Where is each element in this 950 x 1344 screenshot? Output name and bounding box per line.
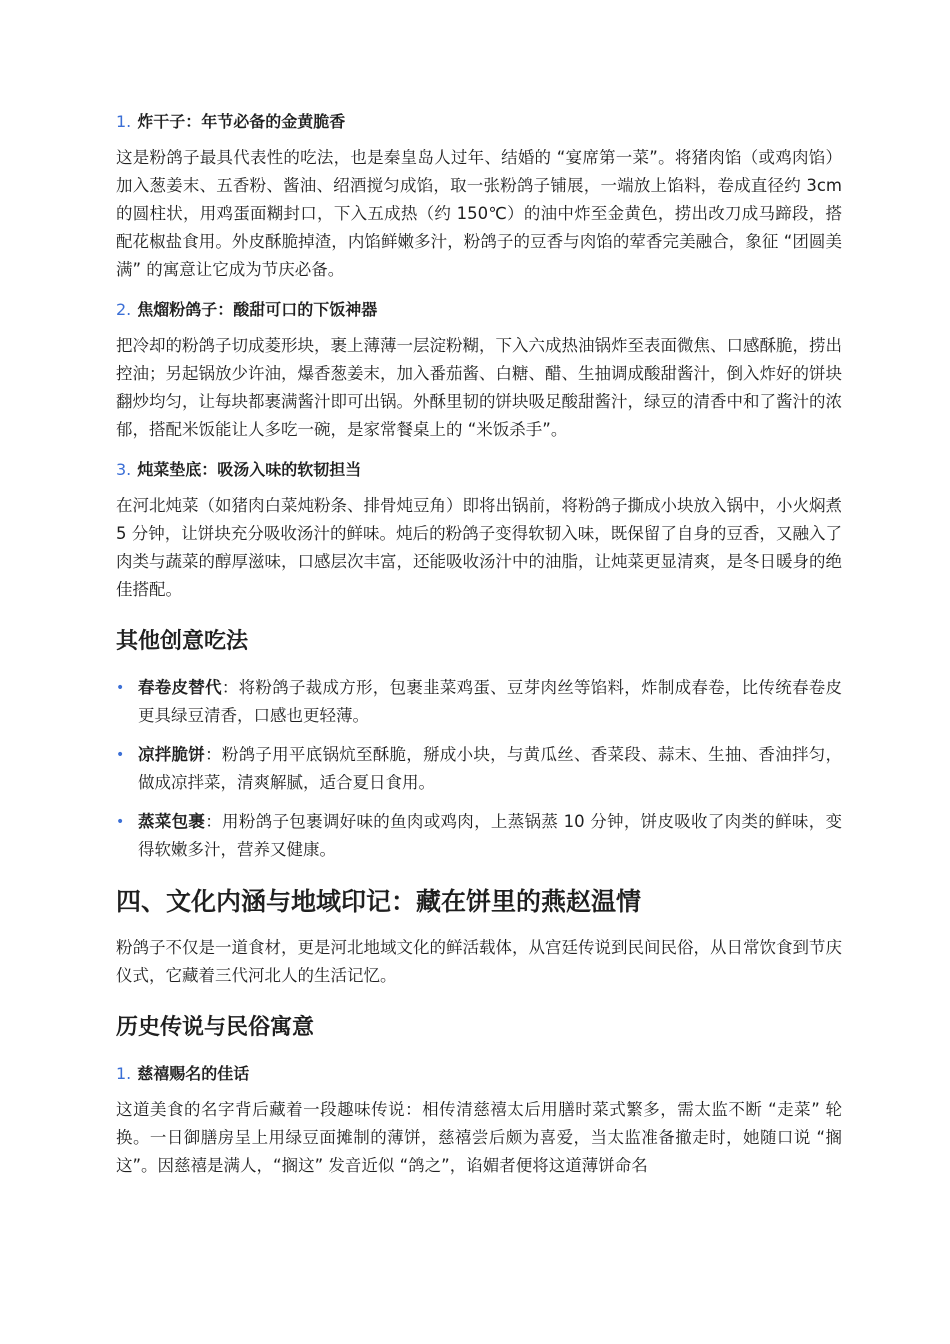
bullet-icon: •	[116, 747, 125, 763]
list-number: 1.	[116, 1064, 132, 1083]
list-item	[116, 674, 842, 730]
bullet-desc: ：用粉鸽子包裹调好味的鱼肉或鸡肉，上蒸锅蒸 10 分钟，饼皮吸收了肉类的鲜味，变得软嫩多汁，营养又健康。	[138, 812, 843, 859]
bullet-term: 春卷皮替代	[138, 678, 222, 697]
bullet-desc: ：粉鸽子用平底锅炕至酥脆，掰成小块，与黄瓜丝、香菜段、蒜末、生抽、香油拌匀，做成凉拌菜，清爽解腻，适合夏日食用。	[138, 745, 843, 792]
bullet-term: 蒸菜包裹	[138, 812, 206, 831]
list-number: 1.	[116, 112, 132, 131]
creative-heading: 其他创意吃法	[116, 629, 249, 654]
creative-list	[116, 674, 842, 864]
bullet-icon: •	[116, 814, 125, 830]
legend-heading: 历史传说与民俗寓意	[116, 1015, 315, 1040]
culture-intro: 粉鸽子不仅是一道食材，更是河北地域文化的鲜活载体，从宫廷传说到民间民俗，从日常饮食到节庆仪式，它藏着三代河北人的生活记忆。	[116, 938, 842, 985]
bullet-term: 凉拌脆饼	[138, 745, 206, 764]
recipe-body-fried-tofu: 这是粉鸽子最具代表性的吃法，也是秦皇岛人过年、结婚的 “宴席第一菜”。将猪肉馅（或鸡肉馅）加入葱姜末、五香粉、酱油、绍酒搅匀成馅，取一张粉鸽子铺展，一端放上馅料，卷成直径约 3cm 的圆柱状，用鸡蛋面糊封口，下入五成热（约 150℃）的油中炸至金黄色，捞出改刀成马蹄段，搭配花椒盐食用。外皮酥脆掉渣，内馅鲜嫩多汁，粉鸽子的豆香与肉馅的荤香完美融合，象征 “团圆美满” 的寓意让它成为节庆必备。	[116, 148, 842, 279]
list-number: 2.	[116, 300, 132, 319]
legend-body: 这道美食的名字背后藏着一段趣味传说：相传清慈禧太后用膳时菜式繁多，需太监不断 “走菜” 轮换。一日御膳房呈上用绿豆面摊制的薄饼，慈禧尝后颇为喜爱，当太监准备撤走时，她随口说 “搁这”。因慈禧是满人，“搁这” 发音近似 “鸽之”，谄媚者便将这道薄饼命名	[116, 1100, 842, 1175]
recipe-title-text: 焦熘粉鸽子：酸甜可口的下饭神器	[137, 300, 378, 319]
bullet-icon: •	[116, 680, 125, 696]
list-number: 3.	[116, 460, 132, 479]
legend-title	[116, 1060, 842, 1088]
recipe-title-text: 炸干子：年节必备的金黄脆香	[137, 112, 346, 131]
legend-title-text: 慈禧赐名的佳话	[137, 1064, 250, 1083]
recipe-body-stew: 在河北炖菜（如猪肉白菜炖粉条、排骨炖豆角）即将出锅前，将粉鸽子撕成小块放入锅中，小火焖煮 5 分钟，让饼块充分吸收汤汁的鲜味。炖后的粉鸽子变得软韧入味，既保留了自身的豆香，又融入了肉类与蔬菜的醇厚滋味，口感层次丰富，还能吸收汤汁中的油脂，让炖菜更显清爽，是冬日暖身的绝佳搭配。	[116, 496, 842, 599]
bullet-desc: ：将粉鸽子裁成方形，包裹韭菜鸡蛋、豆芽肉丝等馅料，炸制成春卷，比传统春卷皮更具绿豆清香，口感也更轻薄。	[138, 678, 843, 725]
culture-heading: 四、文化内涵与地域印记：藏在饼里的燕赵温情	[116, 887, 642, 916]
list-item	[116, 808, 842, 864]
recipe-title-text: 炖菜垫底：吸汤入味的软韧担当	[137, 460, 362, 479]
recipe-title-sweet-sour	[116, 296, 842, 324]
recipe-title-stew	[116, 456, 842, 484]
recipe-title-fried-tofu	[116, 108, 842, 136]
list-item	[116, 741, 842, 797]
recipe-body-sweet-sour: 把冷却的粉鸽子切成菱形块，裹上薄薄一层淀粉糊，下入六成热油锅炸至表面微焦、口感酥脆，捞出控油；另起锅放少许油，爆香葱姜末，加入番茄酱、白糖、醋、生抽调成酸甜酱汁，倒入炸好的饼块翻炒均匀，让每块都裹满酱汁即可出锅。外酥里韧的饼块吸足酸甜酱汁，绿豆的清香中和了酱汁的浓郁，搭配米饭能让人多吃一碗，是家常餐桌上的 “米饭杀手”。	[116, 336, 842, 439]
